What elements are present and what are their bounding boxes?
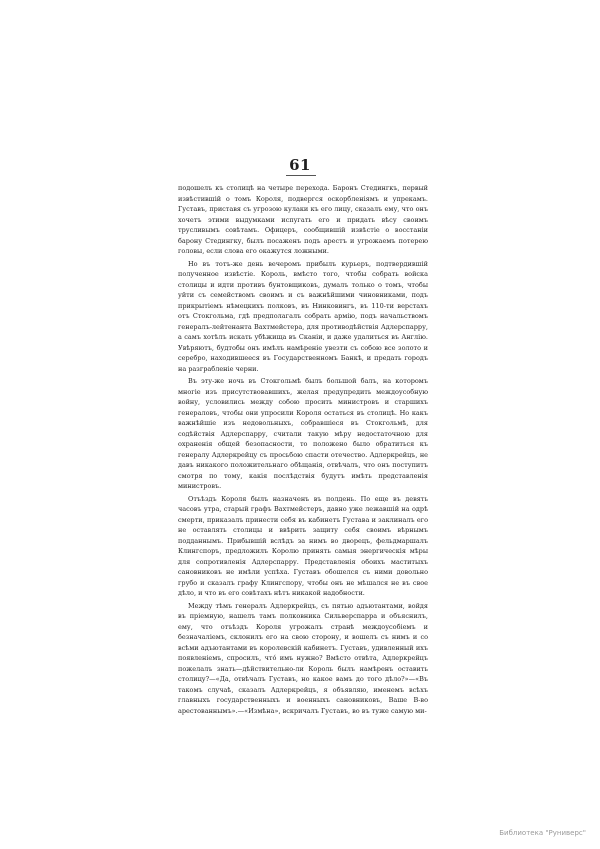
library-watermark: Библиотека "Руниверс" [499,829,586,837]
paragraph-1: подошелъ къ столицѣ на четыре перехода. Баронъ Стедингкъ, первый извѣстившій о томъ Короля, подвергся оскорбленіямъ и упрекамъ. Густавъ, приставя съ угрозою кулаки къ его лицу, сказалъ ему, что онъ хочетъ этими выдумками испугать его и придать вѣсу своимъ трусливымъ совѣтамъ. Офицеръ, сообщившій извѣстіе о восстаніи барону Стедингку, былъ посаженъ подъ арестъ и угрожаемъ потерею головы, если слова его окажутся ложными. [178,184,428,255]
paragraph-5: Между тѣмъ генералъ Адлеркрейцъ, съ пятью адъютантами, войдя въ пріемную, нашелъ тамъ полковника Сильверспарра и объяснилъ, ему, что отъѣздъ Короля угрожалъ странѣ междоусобіемъ и безначаліемъ, склонилъ его на свою сторону, и вошелъ съ нимъ и со всѣми адъютантами въ королевскій кабинетъ. Густавъ, удивленный ихъ появленіемъ, спросилъ, что́ имъ нужно? Вмѣсто отвѣта, Адлеркрейцъ пожелалъ знать—дѣйствительно-ли Король былъ намѣренъ оставить столицу?—«Да, отвѣчалъ Густавъ, но какое вамъ до того дѣло?»—«Въ такомъ случаѣ, сказалъ Адлеркрейцъ, я объявляю, именемъ всѣхъ главныхъ государственныхъ и военныхъ сановниковъ, Ваше В-во арестованнымъ».—«Измѣна», вскричалъ Густавъ, во въ туже самую ми- [178,601,428,715]
text-column [178,183,428,718]
paragraph-4: Отъѣздъ Короля былъ назначенъ въ полдень. По еще въ девять часовъ утра, старый графъ Вахтмейстеръ, давно уже лежавшій на одрѣ смерти, приказалъ принести себя въ кабинетъ Густава и заклиналъ его не оставлять столицы и ввѣрить защиту себя своимъ вѣрнымъ подданнымъ. Прибывшій вслѣдъ за нимъ во дворецъ, фельдмаршалъ Клингспоръ, предложилъ Королю принять самыя энергическія мѣры для сопротивленія Адлерспарру. Представленія обоихъ маститыхъ сановниковъ не имѣли успѣха. Густавъ обошелся съ ними довольно грубо и сказалъ графу Клингспору, чтобы онъ не мѣшался не въ свое дѣло, и что въ его совѣтахъ нѣтъ никакой надобности. [178,494,428,597]
paragraph-2: Но въ тотъ-же день вечеромъ прибылъ курьеръ, подтвердившій полученное извѣстіе. Король, вмѣсто того, чтобы собрать войска столицы и идти противъ бунтовщиковъ, думалъ только о томъ, чтобы уйти съ семействомъ своимъ и съ важнѣйшими чиновниками, подъ прикрытіемъ нѣмецкихъ полковъ, въ Нинковингъ, въ 110-ти верстахъ отъ Стокгольма, гдѣ предполагалъ собрать армію, подъ начальствомъ генералъ-лейтенанта Вахтмейстера, для противодѣйствія Адлерспарру, а самъ хотѣлъ искать убѣжища въ Сканіи, и даже удалиться въ Англію. Увѣряютъ, будтобы онъ имѣлъ намѣреніе увезти съ собою все золото и серебро, находившееся въ Государственномъ Банкѣ, и предать городъ на разграбленіе черни. [178,259,428,373]
page-number-rule [286,175,316,176]
paragraph-3: Въ эту-же ночь въ Стокгольмѣ былъ большой балъ, на которомъ многіе изъ присутствовавшихъ, желая предупредить междоусобную войну, условились между собою просить министровъ и старшихъ генераловъ, чтобы они упросили Короля остаться въ столицѣ. Но какъ важнѣйшіе изъ недовольныхъ, собравшіеся въ Стокгольмѣ, для содѣйствія Адлерспарру, считали такую мѣру недостаточною для охраненія общей безопасности, то положено было обратиться къ генералу Адлеркрейцу съ просьбою спасти отечество. Адлеркрейцъ, не давъ никакого положительнаго обѣщанія, отвѣчалъ, что онъ поступитъ смотря по тому, какія послѣдствія будутъ имѣть представленія министровъ. [178,377,428,490]
page-number: 61 [289,156,311,174]
